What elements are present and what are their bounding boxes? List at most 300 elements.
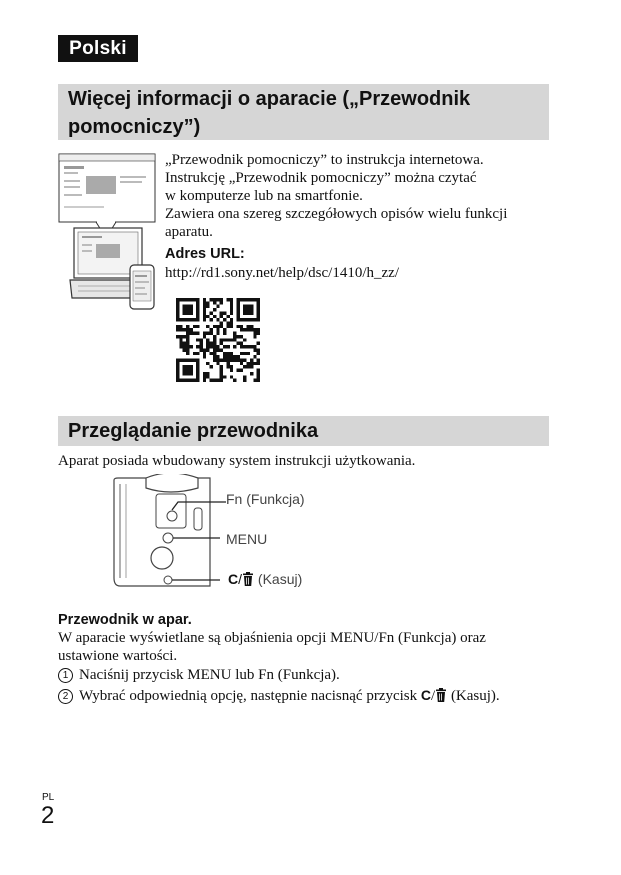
qr-module: [230, 305, 233, 308]
kasuj-label: (Kasuj): [257, 571, 303, 587]
qr-module: [257, 301, 260, 304]
qr-module: [257, 328, 260, 331]
qr-module: [189, 305, 192, 308]
qr-module: [200, 345, 203, 348]
qr-module: [203, 332, 206, 335]
qr-module: [247, 311, 250, 314]
body-line: W aparacie wyświetlane są objaśnienia opcji MENU/Fn (Funkcja) oraz: [58, 630, 486, 646]
qr-module: [193, 298, 196, 301]
qr-module: [236, 369, 239, 372]
fn-button-label: Fn (Funkcja): [226, 491, 305, 507]
qr-module: [176, 362, 179, 365]
step-1-text: Naciśnij przycisk MENU lub Fn (Funkcja).: [79, 667, 340, 683]
qr-module: [210, 352, 213, 355]
qr-module: [179, 335, 182, 338]
step-1-number: 1: [58, 668, 73, 683]
qr-module: [176, 298, 179, 301]
qr-module: [216, 355, 219, 358]
qr-module: [213, 358, 216, 361]
qr-module: [210, 298, 213, 301]
step-2: 2 Wybrać odpowiednią opcję, następnie nacisnąć przycisk C/ (Kasuj).: [58, 686, 500, 705]
qr-module: [210, 332, 213, 335]
qr-module: [179, 298, 182, 301]
qr-module: [183, 308, 186, 311]
qr-module: [176, 318, 179, 321]
qr-module: [230, 352, 233, 355]
qr-module: [216, 318, 219, 321]
qr-module: [203, 308, 206, 311]
qr-module: [196, 379, 199, 382]
qr-module: [176, 301, 179, 304]
qr-module: [189, 369, 192, 372]
qr-module: [206, 332, 209, 335]
qr-module: [216, 345, 219, 348]
qr-module: [236, 318, 239, 321]
qr-module: [196, 308, 199, 311]
qr-module: [196, 372, 199, 375]
qr-module: [223, 345, 226, 348]
qr-module: [196, 365, 199, 368]
qr-module: [213, 315, 216, 318]
qr-module: [210, 379, 213, 382]
qr-module: [257, 358, 260, 361]
qr-module: [183, 335, 186, 338]
qr-module: [186, 338, 189, 341]
qr-module: [216, 362, 219, 365]
qr-module: [220, 301, 223, 304]
qr-module: [183, 379, 186, 382]
qr-module: [250, 365, 253, 368]
qr-module: [236, 315, 239, 318]
qr-module: [226, 315, 229, 318]
qr-module: [206, 305, 209, 308]
qr-module: [216, 358, 219, 361]
qr-module: [226, 345, 229, 348]
qr-module: [230, 365, 233, 368]
qr-module: [243, 305, 246, 308]
qr-module: [179, 318, 182, 321]
qr-module: [203, 301, 206, 304]
qr-module: [243, 338, 246, 341]
qr-module: [226, 298, 229, 301]
qr-module: [230, 308, 233, 311]
qr-module: [257, 348, 260, 351]
qr-module: [196, 352, 199, 355]
qr-module: [223, 352, 226, 355]
qr-module: [220, 348, 223, 351]
trash-icon: [435, 688, 447, 702]
qr-module: [186, 352, 189, 355]
language-code: PL: [42, 792, 55, 803]
trash-icon: [242, 572, 254, 586]
qr-module: [240, 325, 243, 328]
qr-module: [233, 332, 236, 335]
qr-module: [213, 301, 216, 304]
qr-module: [196, 345, 199, 348]
qr-module: [226, 338, 229, 341]
qr-module: [183, 345, 186, 348]
qr-module: [179, 342, 182, 345]
qr-module: [216, 348, 219, 351]
qr-module: [243, 379, 246, 382]
qr-module: [206, 301, 209, 304]
qr-module: [257, 298, 260, 301]
qr-module: [176, 325, 179, 328]
qr-module: [183, 342, 186, 345]
step-2-end: (Kasuj).: [450, 688, 500, 704]
qr-module: [186, 372, 189, 375]
section-intro: Aparat posiada wbudowany system instrukcji użytkowania.: [58, 453, 416, 469]
qr-module: [230, 318, 233, 321]
qr-module: [226, 352, 229, 355]
qr-module: [186, 311, 189, 314]
qr-module: [247, 325, 250, 328]
qr-module: [223, 328, 226, 331]
qr-module: [250, 318, 253, 321]
qr-module: [220, 372, 223, 375]
qr-module: [223, 355, 226, 358]
qr-module: [230, 311, 233, 314]
qr-module: [186, 305, 189, 308]
qr-module: [196, 318, 199, 321]
qr-module: [253, 318, 256, 321]
qr-module: [193, 358, 196, 361]
qr-module: [257, 379, 260, 382]
qr-module: [183, 328, 186, 331]
qr-module: [203, 352, 206, 355]
qr-module: [186, 345, 189, 348]
qr-module: [233, 345, 236, 348]
qr-module: [206, 362, 209, 365]
qr-module: [220, 298, 223, 301]
assistance-guide-description: [165, 151, 555, 241]
qr-module: [240, 369, 243, 372]
qr-module: [213, 335, 216, 338]
qr-module: [230, 322, 233, 325]
qr-module: [257, 372, 260, 375]
qr-module: [220, 325, 223, 328]
menu-button-label: MENU: [226, 531, 268, 547]
qr-module: [203, 298, 206, 301]
qr-module: [230, 301, 233, 304]
camera-back-diagram: [110, 474, 220, 594]
qr-module: [186, 298, 189, 301]
qr-module: [186, 342, 189, 345]
qr-module: [216, 332, 219, 335]
body-line: ustawione wartości.: [58, 648, 178, 664]
qr-module: [240, 358, 243, 361]
qr-module: [213, 348, 216, 351]
section-header-more-info: [58, 84, 549, 140]
qr-module: [253, 345, 256, 348]
qr-module: [176, 369, 179, 372]
qr-module: [230, 325, 233, 328]
qr-module: [233, 358, 236, 361]
qr-module: [226, 362, 229, 365]
qr-module: [186, 325, 189, 328]
qr-module: [257, 305, 260, 308]
in-camera-guide-body: [58, 629, 558, 665]
qr-module: [250, 328, 253, 331]
qr-module: [210, 318, 213, 321]
qr-module: [196, 338, 199, 341]
qr-module: [203, 318, 206, 321]
qr-module: [250, 311, 253, 314]
qr-module: [236, 298, 239, 301]
qr-module: [250, 325, 253, 328]
qr-module: [186, 348, 189, 351]
qr-module: [236, 305, 239, 308]
qr-module: [193, 352, 196, 355]
language-tab: Polski: [58, 35, 138, 62]
qr-module: [196, 358, 199, 361]
section-header-viewing-guide: Przeglądanie przewodnika: [58, 416, 549, 446]
qr-module: [210, 365, 213, 368]
qr-module: [236, 325, 239, 328]
qr-module: [247, 352, 250, 355]
qr-module: [243, 365, 246, 368]
qr-module: [176, 375, 179, 378]
qr-module: [220, 358, 223, 361]
qr-module: [247, 305, 250, 308]
help-guide-url[interactable]: http://rd1.sony.net/help/dsc/1410/h_zz/: [165, 265, 399, 281]
qr-module: [240, 342, 243, 345]
qr-module: [196, 301, 199, 304]
qr-module: [257, 375, 260, 378]
qr-module: [196, 315, 199, 318]
qr-module: [186, 379, 189, 382]
qr-module: [189, 358, 192, 361]
qr-module: [243, 318, 246, 321]
qr-module: [206, 338, 209, 341]
qr-module: [226, 355, 229, 358]
qr-module: [183, 369, 186, 372]
qr-module: [240, 328, 243, 331]
qr-module: [186, 308, 189, 311]
qr-module: [223, 332, 226, 335]
qr-module: [257, 318, 260, 321]
description-line: „Przewodnik pomocniczy” to instrukcja internetowa.: [165, 152, 484, 168]
qr-module: [257, 315, 260, 318]
qr-module: [236, 335, 239, 338]
qr-module: [196, 305, 199, 308]
qr-module: [203, 305, 206, 308]
qr-module: [253, 328, 256, 331]
qr-module: [240, 318, 243, 321]
description-line: Zawiera ona szereg szczegółowych opisów wielu funkcji: [165, 206, 508, 222]
qr-module: [183, 358, 186, 361]
qr-module: [220, 375, 223, 378]
qr-module: [216, 325, 219, 328]
qr-module: [236, 308, 239, 311]
qr-module: [176, 305, 179, 308]
qr-module: [183, 372, 186, 375]
qr-module: [213, 325, 216, 328]
qr-module: [243, 328, 246, 331]
qr-module: [247, 345, 250, 348]
description-line: w komputerze lub na smartfonie.: [165, 188, 363, 204]
qr-module: [210, 311, 213, 314]
qr-module: [250, 358, 253, 361]
qr-module: [220, 379, 223, 382]
qr-module: [203, 372, 206, 375]
qr-module: [186, 365, 189, 368]
qr-module: [189, 318, 192, 321]
qr-module: [250, 298, 253, 301]
qr-module: [247, 365, 250, 368]
qr-module: [176, 335, 179, 338]
qr-module: [213, 298, 216, 301]
qr-module: [230, 338, 233, 341]
qr-module: [213, 308, 216, 311]
qr-module: [200, 338, 203, 341]
qr-module: [243, 358, 246, 361]
qr-module: [213, 345, 216, 348]
qr-module: [189, 365, 192, 368]
qr-module: [247, 298, 250, 301]
qr-module: [176, 372, 179, 375]
qr-module: [186, 318, 189, 321]
description-line: aparatu.: [165, 224, 213, 240]
qr-module: [189, 311, 192, 314]
qr-module: [253, 335, 256, 338]
qr-module: [257, 362, 260, 365]
qr-module: [193, 379, 196, 382]
qr-module: [243, 308, 246, 311]
qr-module: [243, 345, 246, 348]
qr-module: [223, 358, 226, 361]
qr-module: [240, 345, 243, 348]
qr-module: [206, 348, 209, 351]
qr-module: [223, 375, 226, 378]
qr-module: [193, 332, 196, 335]
qr-module: [216, 298, 219, 301]
qr-module: [179, 328, 182, 331]
qr-module: [236, 342, 239, 345]
qr-module: [230, 355, 233, 358]
qr-module: [247, 362, 250, 365]
description-line: Instrukcję „Przewodnik pomocniczy” można czytać: [165, 170, 477, 186]
qr-module: [206, 325, 209, 328]
qr-module: [247, 308, 250, 311]
qr-module: [183, 298, 186, 301]
qr-module: [203, 311, 206, 314]
qr-module: [216, 379, 219, 382]
qr-module: [189, 308, 192, 311]
qr-module: [220, 369, 223, 372]
qr-module: [216, 328, 219, 331]
qr-module: [203, 379, 206, 382]
qr-module: [189, 328, 192, 331]
qr-module: [240, 298, 243, 301]
qr-module: [196, 362, 199, 365]
qr-module: [257, 369, 260, 372]
qr-module: [176, 365, 179, 368]
qr-module: [206, 342, 209, 345]
qr-module: [176, 315, 179, 318]
qr-module: [243, 375, 246, 378]
qr-module: [243, 311, 246, 314]
qr-module: [236, 355, 239, 358]
c-letter: C: [228, 571, 239, 587]
qr-module: [233, 355, 236, 358]
qr-module: [189, 298, 192, 301]
qr-module: [226, 322, 229, 325]
qr-module: [203, 335, 206, 338]
qr-module: [236, 301, 239, 304]
qr-module: [193, 318, 196, 321]
qr-module: [206, 345, 209, 348]
qr-module: [250, 345, 253, 348]
qr-module: [257, 352, 260, 355]
qr-module: [247, 328, 250, 331]
qr-module: [203, 375, 206, 378]
qr-module: [196, 375, 199, 378]
qr-module: [226, 365, 229, 368]
qr-module: [253, 379, 256, 382]
url-label: Adres URL:: [165, 246, 245, 262]
qr-module: [196, 332, 199, 335]
qr-module: [223, 318, 226, 321]
qr-module: [257, 308, 260, 311]
qr-module: [210, 342, 213, 345]
qr-module: [196, 311, 199, 314]
qr-module: [257, 342, 260, 345]
step-2-c-letter: C: [420, 687, 432, 703]
step-1: [58, 666, 340, 684]
qr-module: [183, 348, 186, 351]
qr-module: [203, 315, 206, 318]
qr-module: [183, 305, 186, 308]
qr-module: [250, 305, 253, 308]
qr-module: [223, 311, 226, 314]
page-number: 2: [41, 802, 55, 829]
qr-module: [193, 325, 196, 328]
qr-module: [240, 362, 243, 365]
section-title-line-2: pomocniczy”): [68, 116, 201, 138]
step-2-text: Wybrać odpowiednią opcję, następnie nacisnąć przycisk: [79, 688, 418, 704]
qr-module: [253, 298, 256, 301]
qr-module: [200, 348, 203, 351]
qr-module: [236, 311, 239, 314]
qr-module: [179, 358, 182, 361]
qr-module: [220, 365, 223, 368]
qr-module: [220, 311, 223, 314]
qr-module: [240, 352, 243, 355]
section-title-line-1: Więcej informacji o aparacie („Przewodnik: [68, 88, 471, 110]
qr-module: [203, 348, 206, 351]
qr-module: [236, 358, 239, 361]
qr-module: [176, 328, 179, 331]
qr-module: [183, 365, 186, 368]
qr-module: [176, 308, 179, 311]
qr-module: [257, 311, 260, 314]
qr-module: [179, 345, 182, 348]
qr-module: [179, 325, 182, 328]
qr-module: [216, 305, 219, 308]
qr-module: [189, 379, 192, 382]
qr-module: [186, 335, 189, 338]
qr-module: [186, 369, 189, 372]
qr-module: [186, 332, 189, 335]
qr-module: [206, 372, 209, 375]
qr-module: [253, 348, 256, 351]
qr-module: [220, 342, 223, 345]
qr-module: [189, 345, 192, 348]
qr-module: [223, 338, 226, 341]
qr-module: [230, 298, 233, 301]
laptop-smartphone-illustration: [56, 150, 160, 320]
